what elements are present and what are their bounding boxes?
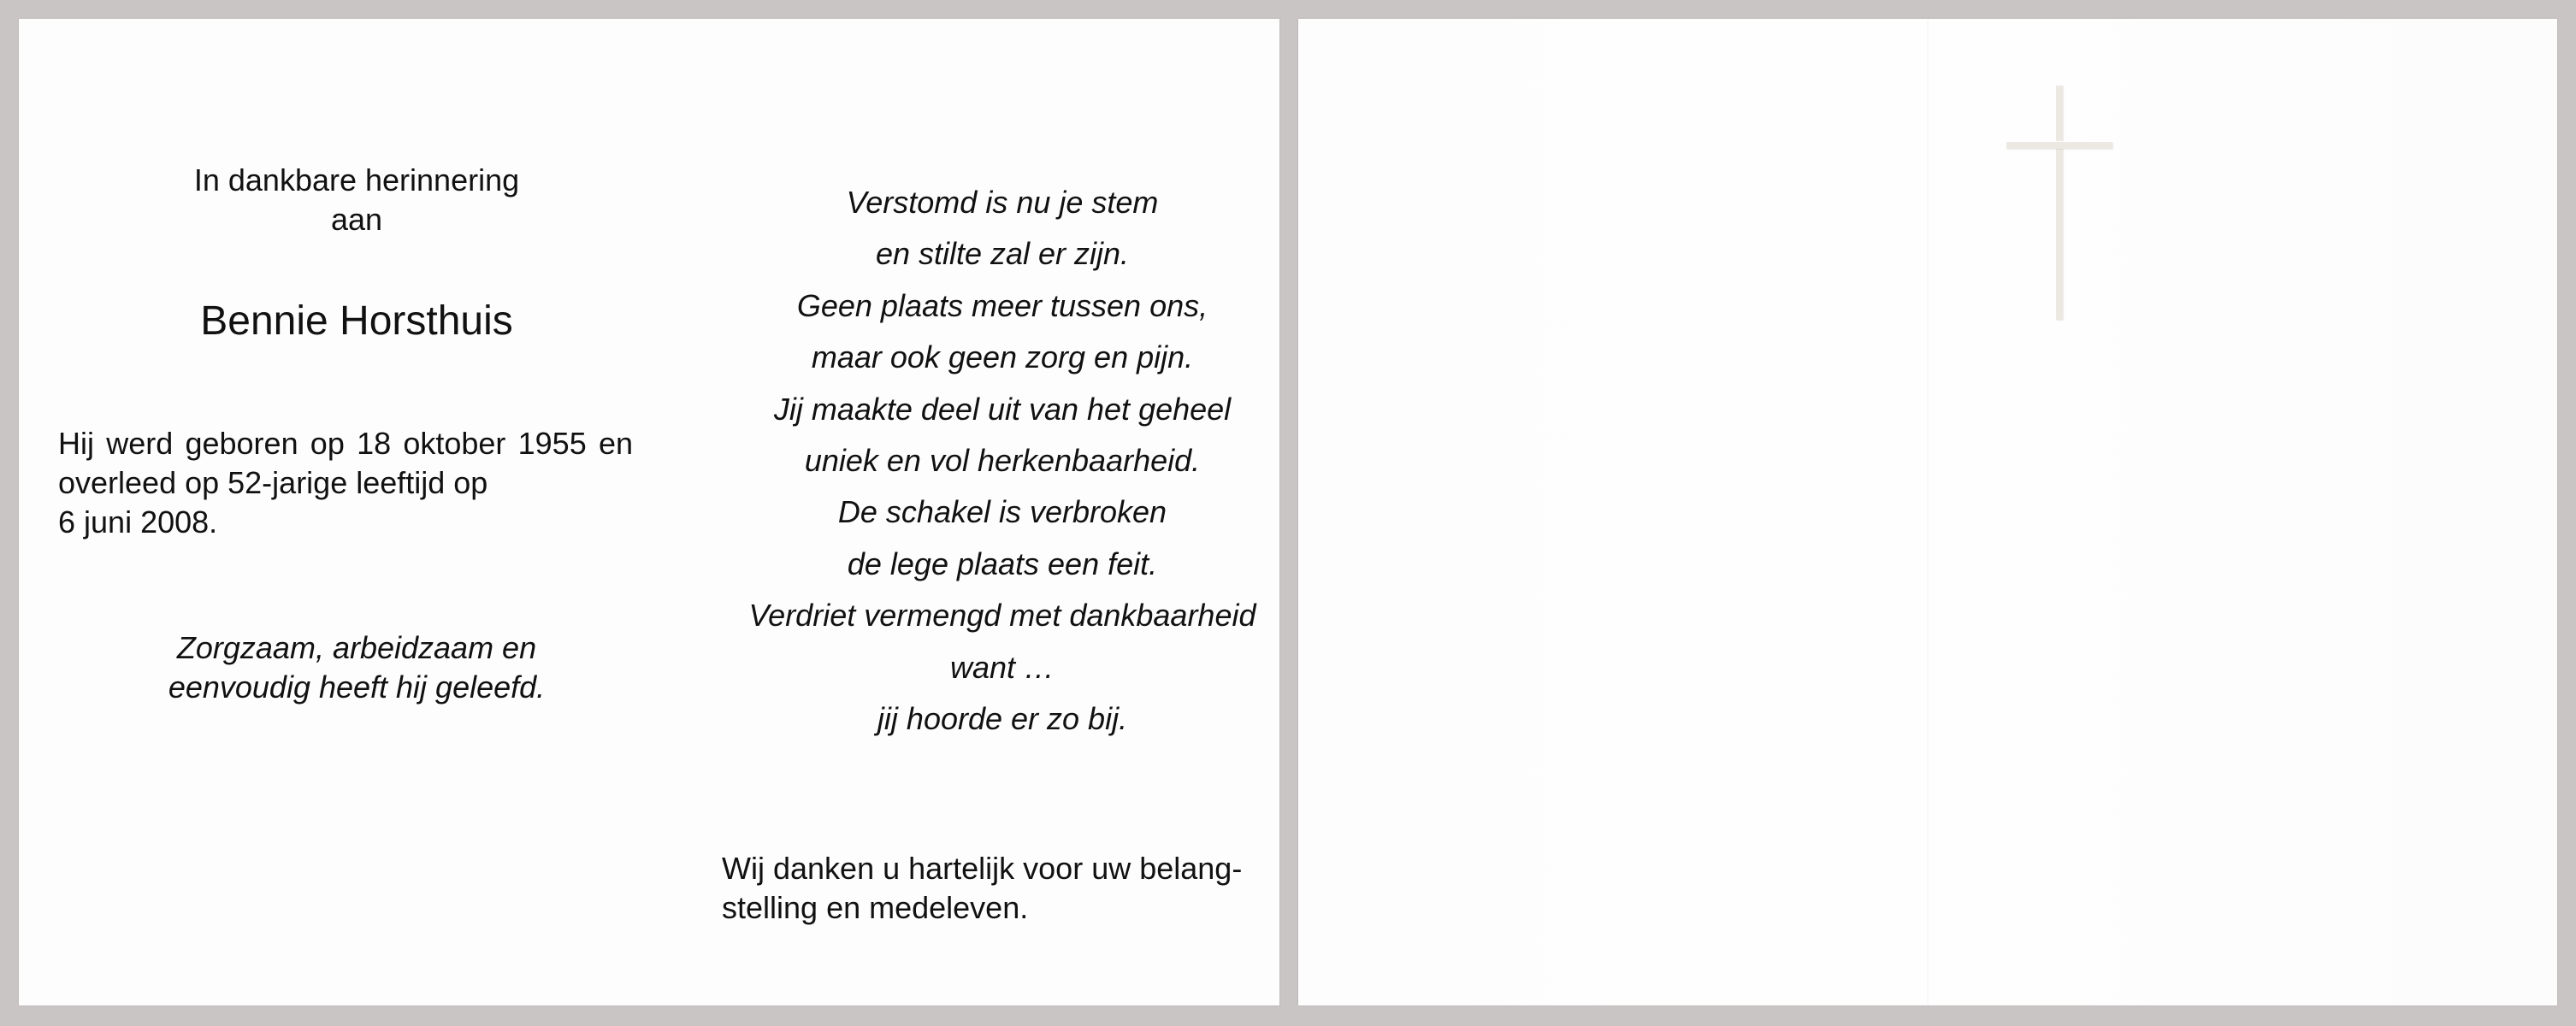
poem-line: Geen plaats meer tussen ons,	[796, 287, 1208, 323]
intro-line-2: aan	[330, 202, 383, 237]
thanks-text	[722, 849, 1286, 928]
intro-line-1: In dankbare herinnering	[193, 162, 520, 198]
cross-icon	[2006, 86, 2112, 320]
character-text	[130, 628, 583, 707]
fold-line	[1927, 19, 1929, 1005]
poem-line: De schakel is verbroken	[837, 494, 1167, 530]
deceased-name: Bennie Horsthuis	[200, 298, 513, 344]
death-date-text: 6 juni 2008.	[58, 504, 218, 540]
memorial-card-outside	[1298, 19, 2557, 1005]
poem-line: jij hoorde er zo bij.	[877, 701, 1128, 737]
thanks-line-2: stelling en medeleven.	[722, 890, 1029, 925]
character-line-2: eenvoudig heeft hij geleefd.	[168, 669, 546, 705]
poem-line: maar ook geen zorg en pijn.	[811, 339, 1194, 375]
cross-vertical-bar	[2056, 86, 2063, 320]
poem-line: en stilte zal er zijn.	[875, 236, 1130, 272]
cross-horizontal-bar	[2006, 142, 2112, 149]
poem-line: Verdriet vermengd met dankbaarheid	[748, 598, 1256, 634]
poem-line: de lege plaats een feit.	[847, 545, 1158, 581]
birth-death-text: Hij werd geboren op 18 oktober 1955 en overleed op 52-jarige leeftijd op	[58, 426, 633, 500]
thanks-line-1: Wij danken u hartelijk voor uw belang-	[722, 851, 1243, 886]
intro-text	[147, 161, 566, 239]
poem	[712, 177, 1293, 745]
poem-line: uniek en vol herkenbaarheid.	[804, 443, 1201, 479]
poem-line: Jij maakte deel uit van het geheel	[773, 391, 1232, 427]
character-line-1: Zorgzaam, arbeidzaam en	[176, 630, 537, 665]
memorial-card-inside	[19, 19, 1279, 1005]
poem-line: Verstomd is nu je stem	[846, 185, 1159, 220]
poem-line: want …	[949, 649, 1055, 685]
